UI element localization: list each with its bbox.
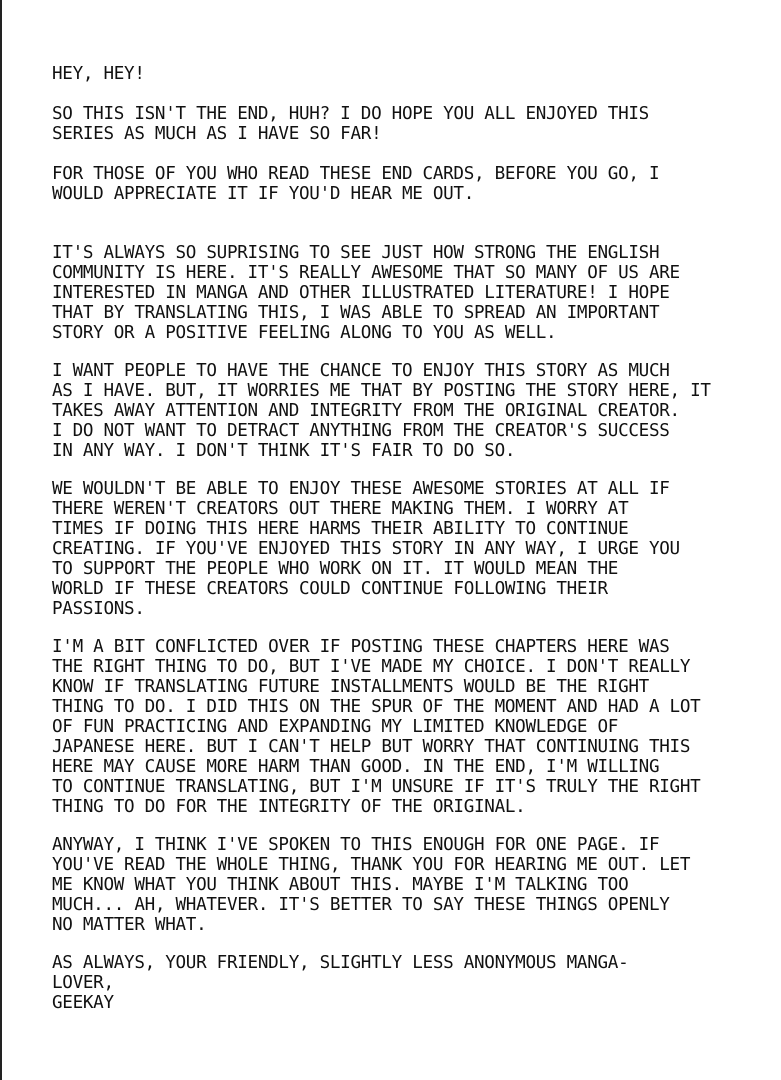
- paragraph-intro: SO THIS ISN'T THE END, HUH? I DO HOPE YOU ALL ENJOYED THIS SERIES AS MUCH AS I HAVE SO FAR!: [52, 104, 649, 144]
- page-edge-line: [0, 0, 2, 1080]
- paragraph-community: IT'S ALWAYS SO SUPRISING TO SEE JUST HOW STRONG THE ENGLISH COMMUNITY IS HERE. IT'S REALLY AWESOME THAT SO MANY OF US ARE INTERESTED IN MANGA AND OTHER ILLUSTRATED LITERATURE! I HOPE THAT BY TRANSLATING THIS, I WAS ABLE TO SPREAD AN IMPORTANT STORY OR A POSITIVE FEELING ALONG TO YOU AS WELL.: [52, 243, 680, 343]
- greeting: HEY, HEY!: [52, 64, 145, 84]
- paragraph-conflicted: I'M A BIT CONFLICTED OVER IF POSTING THESE CHAPTERS HERE WAS THE RIGHT THING TO DO, BUT I'VE MADE MY CHOICE. I DON'T REALLY KNOW IF TRANSLATING FUTURE INSTALLMENTS WOULD BE THE RIGHT THING TO DO. I DID THIS ON THE SPUR OF THE MOMENT AND HAD A LOT OF FUN PRACTICING AND EXPANDING MY LIMITED KNOWLEDGE OF JAPANESE HERE. BUT I CAN'T HELP BUT WORRY THAT CONTINUING THIS HERE MAY CAUSE MORE HARM THAN GOOD. IN THE END, I'M WILLING TO CONTINUE TRANSLATING, BUT I'M UNSURE IF IT'S TRULY THE RIGHT THING TO DO FOR THE INTEGRITY OF THE ORIGINAL.: [52, 637, 701, 817]
- translator-note: [52, 64, 752, 1013]
- paragraph-creator-concern: I WANT PEOPLE TO HAVE THE CHANCE TO ENJOY THIS STORY AS MUCH AS I HAVE. BUT, IT WORRIES ME THAT BY POSTING THE STORY HERE, IT TAKES AWAY ATTENTION AND INTEGRITY FROM THE ORIGINAL CREATOR. I DO NOT WANT TO DETRACT ANYTHING FROM THE CREATOR'S SUCCESS IN ANY WAY. I DON'T THINK IT'S FAIR TO DO SO.: [52, 361, 711, 461]
- signoff: AS ALWAYS, YOUR FRIENDLY, SLIGHTLY LESS ANONYMOUS MANGA- LOVER, GEEKAY: [52, 953, 629, 1013]
- paragraph-support-creators: WE WOULDN'T BE ABLE TO ENJOY THESE AWESOME STORIES AT ALL IF THERE WEREN'T CREATORS OUT THERE MAKING THEM. I WORRY AT TIMES IF DOING THIS HERE HARMS THEIR ABILITY TO CONTINUE CREATING. IF YOU'VE ENJOYED THIS STORY IN ANY WAY, I URGE YOU TO SUPPORT THE PEOPLE WHO WORK ON IT. IT WOULD MEAN THE WORLD IF THESE CREATORS COULD CONTINUE FOLLOWING THEIR PASSIONS.: [52, 479, 680, 619]
- paragraph-request: FOR THOSE OF YOU WHO READ THESE END CARDS, BEFORE YOU GO, I WOULD APPRECIATE IT IF YOU'D HEAR ME OUT.: [52, 164, 660, 204]
- paragraph-closing: ANYWAY, I THINK I'VE SPOKEN TO THIS ENOUGH FOR ONE PAGE. IF YOU'VE READ THE WHOLE THING, THANK YOU FOR HEARING ME OUT. LET ME KNOW WHAT YOU THINK ABOUT THIS. MAYBE I'M TALKING TOO MUCH... AH, WHATEVER. IT'S BETTER TO SAY THESE THINGS OPENLY NO MATTER WHAT.: [52, 835, 691, 935]
